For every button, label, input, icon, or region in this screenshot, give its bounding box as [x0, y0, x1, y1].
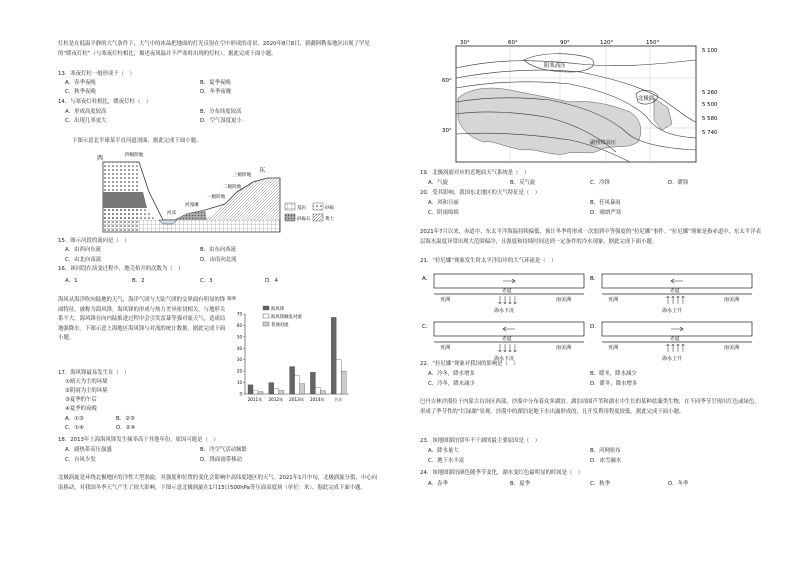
q23-option-b[interactable]: B．河网密布: [590, 448, 621, 454]
q23-stem: 23．该地图湖泊常年不干涸的最主要原因是（ ）: [420, 438, 541, 444]
q13-option-b[interactable]: B．夏季夜晚: [200, 80, 231, 86]
q16-option-b[interactable]: B．2: [132, 278, 145, 284]
chart-x-tick: 2013年: [289, 397, 305, 402]
map-contour-5500: 5 500: [702, 102, 718, 108]
q17-option-d[interactable]: D．②④: [116, 425, 136, 431]
q17-option-a[interactable]: A．①③: [65, 416, 84, 422]
q15-option-b[interactable]: B．由东向西流: [200, 247, 237, 253]
fig1-legend-gravel: 砂砾: [325, 206, 334, 211]
chart-bar: [269, 383, 274, 394]
chart-y-tick: 40: [236, 345, 242, 351]
q14-stem: 14．与寒夜灯柱相比，暖夜灯柱（ ）: [58, 99, 152, 105]
q22-option-c[interactable]: C．冷冬，降水减少: [428, 381, 475, 387]
q13-option-a[interactable]: A．春季夜晚: [65, 80, 96, 86]
chart-bar: [279, 391, 284, 394]
q17-stem: 17．海风锋最易发生在（ ）: [58, 370, 130, 376]
map-lat-60: 60°: [442, 78, 452, 84]
q18-option-c[interactable]: C．台风少发: [65, 457, 96, 463]
q17-item-3: ③夏季的午后: [65, 397, 97, 403]
chart-bar: [336, 360, 341, 394]
q22-option-d[interactable]: D．暖冬，降水增多: [590, 381, 638, 387]
q24-option-c[interactable]: C．秋季: [590, 481, 610, 487]
q15-option-c[interactable]: C．由北向南流: [65, 257, 102, 263]
q24-stem: 24．该地图湖泊颜色随季节变化，湖水变红色最明显的时间是（ ）: [420, 470, 584, 476]
sea-breeze-paragraph: 海风从海洋吹向陆地的天气，海洋气团与大陆气团的交界面有明显的锋面特征，被称为海风锋。海风锋的形成与热力差异密切相关，与地形关系不大。海风锋在向内陆推进过程中会引发雷暴等强对流天气，造成局地强降水。下图示意上海地区海风锋与对流的统计数据。据此完成下面小题。: [58, 297, 226, 341]
walker-asia-label: 亚洲: [440, 345, 451, 351]
q24-option-d[interactable]: D．冬季: [668, 481, 689, 487]
q15-option-a[interactable]: A．由西向东流: [65, 247, 102, 253]
chart-x-tick: 2011年: [247, 397, 263, 402]
q17-item-2: ②阴雨为主的环境: [65, 388, 108, 394]
walker-panel[interactable]: [422, 274, 584, 314]
map-lon-60: 60°: [508, 40, 518, 46]
chart-bars: [248, 317, 346, 394]
fig1-t1-label: 一级阶地: [207, 195, 226, 200]
chart-y-tick: 10: [236, 380, 242, 386]
map-lon-150: 150°: [646, 40, 660, 46]
map-lat-30: 30°: [442, 128, 452, 134]
chart-x-axis: [248, 396, 344, 403]
right-column: [400, 0, 794, 561]
q14-option-d[interactable]: D．空气湿度更小: [200, 118, 242, 124]
river-terrace-diagram: [95, 148, 335, 233]
fig1-west-label: 西: [97, 155, 104, 162]
q14-option-a[interactable]: A．形成高度较高: [65, 109, 107, 115]
chart-bar: [320, 391, 325, 394]
walker-ocean-label: 海水下沉: [494, 356, 515, 362]
q22-stem: 22．“拉尼娜”现象对我国的影响是（ ）: [420, 361, 519, 367]
q15-option-d[interactable]: D．由南向北流: [200, 257, 237, 263]
q18-option-d[interactable]: D．锋面雨带移动: [200, 457, 242, 463]
polar-vortex-paragraph: 北极涡旋是环绕北极地区的冷性大型涡旋，其强度和位置的变化会影响中高纬度地区的天气。2021年1月中旬，北极涡旋分裂，中心向南移动，对我国冬季天气产生了较大影响。下图示意北极涡旋在1月15日500hPa等压面高度场（单位：米）。据此完成下面小题。: [58, 475, 378, 491]
map-lon-30: 30°: [460, 40, 470, 46]
map-lon-90: 90°: [560, 40, 570, 46]
walker-equator-label: 赤道: [502, 289, 512, 294]
walker-ocean-label: 海水上升: [662, 356, 683, 362]
chart-bar: [274, 388, 279, 394]
fig1-riverbed-label: 河床: [167, 211, 177, 216]
q14-option-c[interactable]: C．出现几率更大: [65, 118, 107, 124]
chart-y-tick: 20: [236, 368, 242, 374]
walker-asia-label: 亚洲: [608, 297, 619, 303]
chart-bar: [300, 384, 305, 394]
q24-option-b[interactable]: B．夏季: [510, 481, 530, 487]
q19-option-b[interactable]: B．反气旋: [510, 180, 536, 186]
q16-option-d[interactable]: D．4: [265, 278, 278, 284]
walker-asia-label: 亚洲: [608, 345, 619, 351]
walker-ocean-label: 海水上升: [662, 308, 683, 314]
fig1-legend-rock: 基岩: [297, 206, 306, 211]
chart-bar: [341, 371, 346, 394]
walker-panel-letter: A．: [422, 276, 432, 282]
walker-asia-label: 亚洲: [440, 297, 451, 303]
map-contour-5260: 5 260: [702, 90, 718, 96]
q22-option-a[interactable]: A．冷冬，降水增多: [428, 371, 475, 377]
chart-legend-a: 海风锋: [271, 307, 285, 312]
map-contour-5740: 5 740: [702, 130, 718, 136]
desert-lake-paragraph: 巴丹吉林沙漠位于内蒙古自治区西部，沙漠中分布着众多湖泊。湖泊周围芦苇和湖水中生长的某种盐藻类生物，在不同季节呈现出红色或绿色，形成了季节性的“红绿湖”景观。沙漠中的湖泊是地下水出露形成的，且开发利用程度较低。据此完成下面小题。: [420, 399, 760, 415]
chart-bar: [310, 372, 315, 394]
q19-stem: 19．北极涡旋对应的近地面天气系统是（ ）: [420, 170, 530, 176]
chart-bar: [315, 387, 320, 394]
q19-option-a[interactable]: A．气旋: [428, 180, 448, 186]
fig1-east-label: 东: [259, 167, 266, 174]
q17-item-1: ①晴天为主的环境: [65, 379, 108, 385]
q21-stem: 21．“拉尼娜”现象发生时太平洋沿岸的大气环流是（ ）: [420, 258, 557, 264]
chart-bar: [290, 367, 295, 394]
q20-option-b[interactable]: B．狂风暴雨: [590, 200, 621, 206]
chart-bar: [295, 376, 300, 394]
chart-bar: [253, 391, 258, 394]
walker-panel-letter: B．: [590, 276, 600, 282]
q24-option-a[interactable]: A．春季: [428, 481, 448, 487]
q19-option-c[interactable]: C．冷锋: [590, 180, 610, 186]
sea-breeze-bar-chart: [225, 292, 355, 410]
q14-option-b[interactable]: B．分布纬度较高: [200, 109, 242, 115]
map-contour-5100: 5 100: [702, 48, 718, 54]
chart-legend-b: 海风锋触发对流: [271, 315, 302, 320]
walker-ocean-label: 海水下沉: [494, 308, 515, 314]
walker-equator-label: 赤道: [670, 289, 680, 294]
chart-y-tick: 70: [236, 311, 242, 317]
q19-option-d[interactable]: D．暖锋: [668, 180, 689, 186]
fig1-intro: 下图示意北半球某平直河道剖面，据此完成下面小题。: [72, 138, 202, 144]
q17-option-c[interactable]: C．①④: [65, 425, 84, 431]
walker-panel-letter: D．: [590, 324, 600, 330]
q22-option-b[interactable]: B．暖冬，降水减少: [590, 371, 637, 377]
map-high-label: 阻塞高压: [544, 63, 566, 69]
fig1-legend-sand: 砂砾石: [297, 217, 311, 222]
walker-samerica-label: 南美洲: [724, 345, 740, 351]
walker-equator-label: 赤道: [670, 337, 680, 342]
q15-stem: 15．图示河段的流向是（ ）: [58, 238, 130, 244]
q18-option-a[interactable]: A．副热带高压强盛: [65, 447, 112, 453]
chart-y-tick: 0: [239, 391, 242, 397]
fig1-t3-label: 三级阶地: [233, 173, 252, 178]
q23-option-d[interactable]: D．冰雪融水: [590, 458, 622, 464]
chart-y-tick: 50: [236, 334, 242, 340]
q20-option-a[interactable]: A．风和日丽: [428, 200, 459, 206]
chart-y-title: 频率: [227, 297, 237, 302]
q17-item-4: ④夏季的夜晚: [65, 406, 97, 412]
fig1-t4-label: 四级阶地: [125, 153, 144, 158]
q18-stem: 18．2013年上海海风锋发生频率高于其他年份，原因可能是（ ）: [58, 437, 219, 443]
walker-samerica-label: 南美洲: [724, 297, 740, 303]
q20-option-c[interactable]: C．阴雨绵绵: [428, 210, 459, 216]
walker-samerica-label: 南美洲: [556, 297, 572, 303]
q20-option-d[interactable]: D．晴朗严寒: [590, 210, 622, 216]
fig1-legend-loess: 黄土: [325, 217, 334, 222]
q17-option-b[interactable]: B．②③: [116, 416, 135, 422]
chart-x-tick: 2012年: [268, 397, 284, 402]
chart-legend-c: 普通对流: [271, 323, 289, 328]
q13-option-c[interactable]: C．秋季夜晚: [65, 89, 96, 95]
chart-y-tick: 60: [236, 322, 242, 328]
map-subhigh-label: 副热带高压: [590, 140, 616, 146]
map-contour-5580: 5 580: [702, 116, 718, 122]
chart-bar: [331, 317, 336, 394]
polar-vortex-map: [440, 38, 760, 168]
walker-samerica-label: 南美洲: [556, 345, 572, 351]
q18-option-b[interactable]: B．冷空气活动频繁: [200, 447, 247, 453]
fig1-floodplain-label: 河漫滩: [185, 203, 199, 208]
chart-bar: [248, 385, 253, 394]
map-lon-120: 120°: [600, 40, 614, 46]
q23-option-a[interactable]: A．降水量大: [428, 448, 459, 454]
q16-stem: 16．该河段在演变过程中，地壳抬升的次数为（ ）: [58, 266, 184, 272]
chart-y-tick: 30: [236, 357, 242, 363]
walker-panel-letter: C．: [422, 324, 432, 330]
walker-panel[interactable]: [590, 274, 752, 314]
chart-x-tick: 合计: [334, 397, 343, 402]
la-nina-paragraph: 2021年7月以来，赤道中、东太平洋海温持续偏低，预计冬季将形成一次弱到中等强度的“拉尼娜”事件。“拉尼娜”现象是指赤道中、东太平洋表层海水温度异常出现大范围偏冷，且强度和持续时间达到一定条件的冷水现象。据此完成下面小题。: [420, 229, 761, 245]
map-low-label: 北极涡: [638, 96, 655, 102]
q16-option-a[interactable]: A．1: [65, 278, 78, 284]
q13-option-d[interactable]: D．冬季夜晚: [200, 89, 232, 95]
chart-x-tick: 2014年: [309, 397, 325, 402]
q16-option-c[interactable]: C．3: [200, 278, 213, 284]
q13-stem: 13．寒夜灯柱一般形成于（ ）: [58, 71, 135, 77]
fig1-t2-label: 二级阶地: [223, 185, 242, 190]
q23-option-c[interactable]: C．地下水丰富: [428, 458, 465, 464]
intro-paragraph: 灯柱是在低温平静的大气条件下，大气中的冰晶把地面的灯光反射在空中形成的奇景。2020年8月8日，新疆阿勒泰地区出现了罕见的“暖夜灯柱”（与寒夜灯柱相比，描述夜风温并不严寒时出现的灯柱）。据此完成下面小题。: [58, 41, 370, 57]
chart-bar: [258, 392, 263, 394]
walker-panel[interactable]: [590, 322, 752, 362]
walker-circulation-diagrams: [420, 266, 764, 366]
walker-panel[interactable]: [422, 322, 584, 362]
q20-stem: 20．受其影响，我国东北地区的天气特征是（ ）: [420, 190, 541, 196]
walker-equator-label: 赤道: [502, 337, 512, 342]
